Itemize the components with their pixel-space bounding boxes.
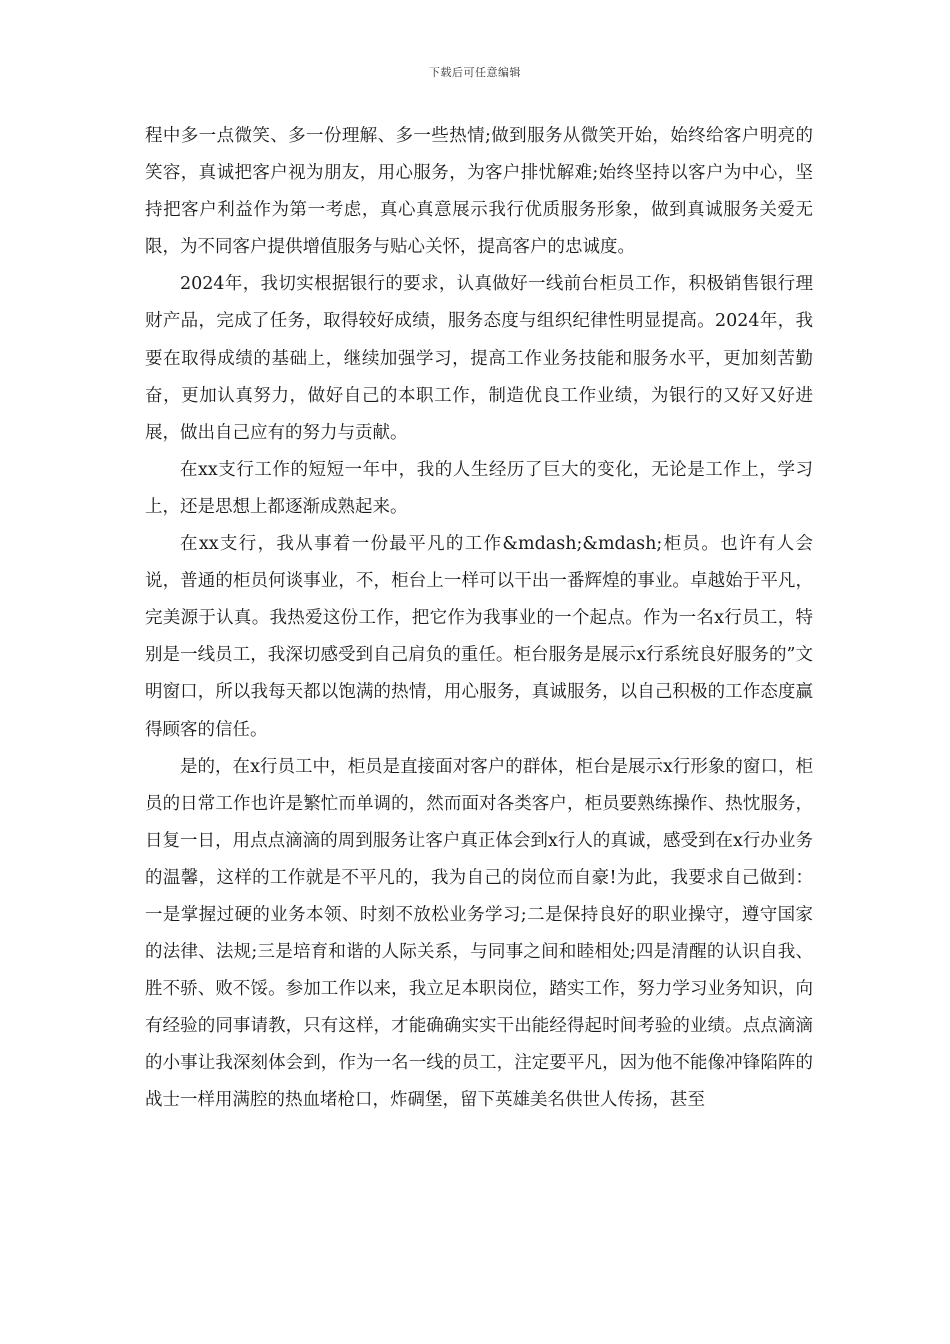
paragraph: 在xx支行，我从事着一份最平凡的工作&mdash;&mdash;柜员。也许有人会说，普通的柜员何谈事业，不，柜台上一样可以干出一番辉煌的事业。卓越始于平凡，完美源于认真。我热爱这份工作，把它作为我事业的一个起点。作为一名x行员工，特别是一线员工，我深切感受到自己肩负的重任。柜台服务是展示x行系统良好服务的”文明窗口，所以我每天都以饱满的热情，用心服务，真诚服务，以自己积极的工作态度赢得顾客的信任。	[145, 534, 813, 740]
paragraph: 在xx支行工作的短短一年中，我的人生经历了巨大的变化，无论是工作上，学习上，还是思想上都逐渐成熟起来。	[145, 459, 813, 517]
document-body	[145, 118, 813, 1120]
page-header-note: 下载后可任意编辑	[429, 66, 521, 79]
paragraph: 是的，在x行员工中，柜员是直接面对客户的群体，柜台是展示x行形象的窗口，柜员的日常工作也许是繁忙而单调的，然而面对各类客户，柜员要熟练操作、热忱服务，日复一日，用点点滴滴的周到服务让客户真正体会到x行人的真诚，感受到在x行办业务的温馨，这样的工作就是不平凡的，我为自己的岗位而自豪!为此，我要求自己做到：一是掌握过硬的业务本领、时刻不放松业务学习;二是保持良好的职业操守，遵守国家的法律、法规;三是培育和谐的人际关系，与同事之间和睦相处;四是清醒的认识自我、胜不骄、败不馁。参加工作以来，我立足本职岗位，踏实工作，努力学习业务知识，向有经验的同事请教，只有这样，才能确确实实干出能经得起时间考验的业绩。点点滴滴的小事让我深刻体会到，作为一名一线的员工，注定要平凡，因为他不能像冲锋陷阵的战士一样用满腔的热血堵枪口，炸碉堡，留下英雄美名供世人传扬，甚至	[145, 756, 813, 1111]
paragraph-continued: 程中多一点微笑、多一份理解、多一些热情;做到服务从微笑开始，始终给客户明亮的笑容，真诚把客户视为朋友，用心服务，为客户排忧解难;始终坚持以客户为中心，坚持把客户利益作为第一考虑，真心真意展示我行优质服务形象，做到真诚服务关爱无限，为不同客户提供增值服务与贴心关怀，提高客户的忠诚度。	[145, 126, 813, 258]
paragraph: 2024年，我切实根据银行的要求，认真做好一线前台柜员工作，积极销售银行理财产品，完成了任务，取得较好成绩，服务态度与组织纪律性明显提高。2024年，我要在取得成绩的基础上，继续加强学习，提高工作业务技能和服务水平，更加刻苦勤奋，更加认真努力，做好自己的本职工作，制造优良工作业绩，为银行的又好又好进展，做出自己应有的努力与贡献。	[145, 274, 813, 443]
